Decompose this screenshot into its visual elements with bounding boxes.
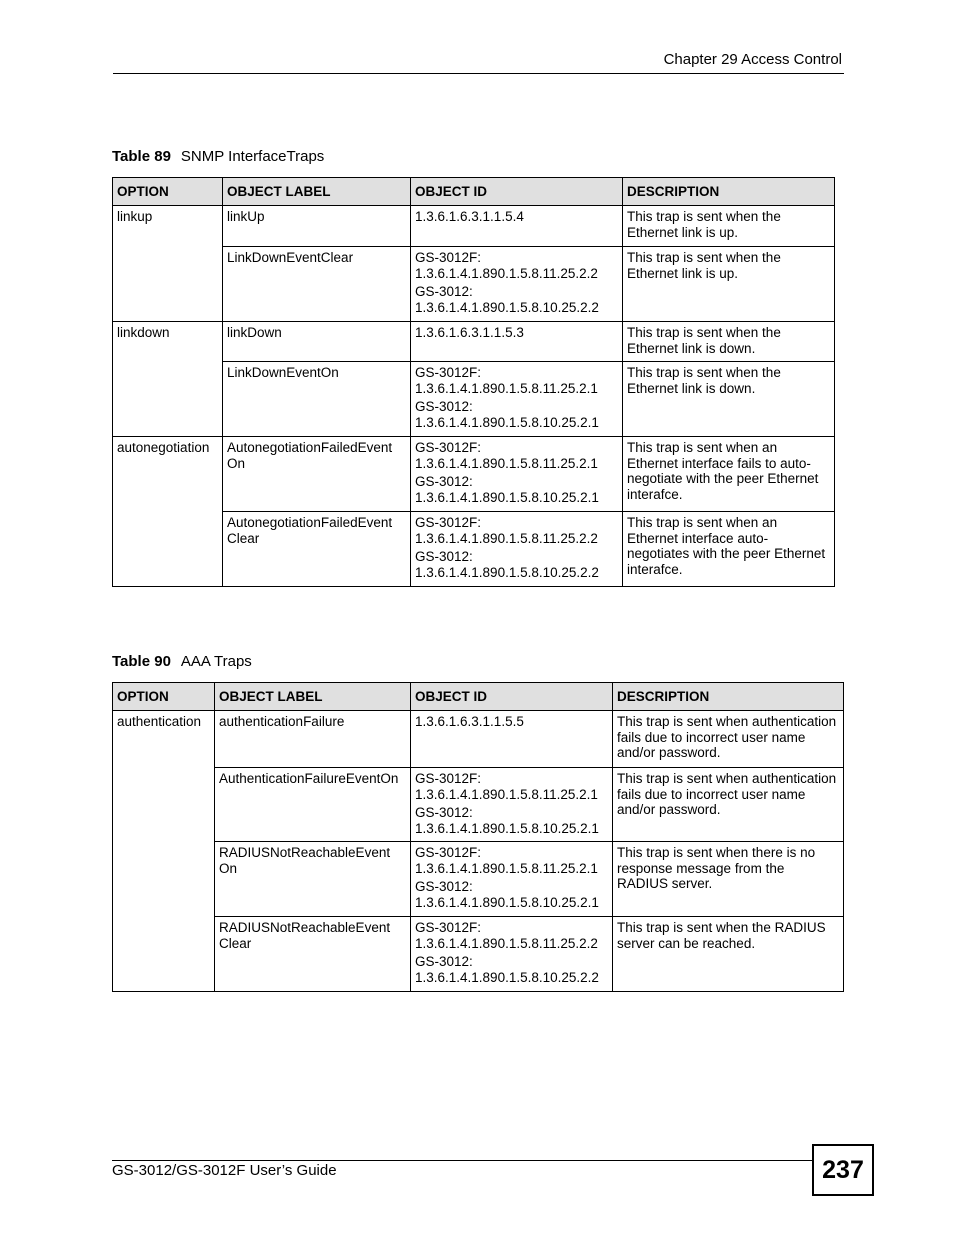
object-id-cell [411, 437, 623, 512]
header-rule [113, 73, 844, 74]
object-id: 1.3.6.1.4.1.890.1.5.8.11.25.2.2 [415, 935, 598, 951]
object-label-cell: AutonegotiationFailedEvent Clear [223, 512, 411, 587]
object-id-model: GS-3012: [415, 879, 473, 895]
object-id-model: GS-3012: [415, 805, 473, 821]
table-89-caption [112, 148, 324, 165]
object-id: 1.3.6.1.4.1.890.1.5.8.11.25.2.2 [415, 265, 598, 281]
table-row [113, 917, 844, 992]
object-id-model: GS-3012: [415, 399, 473, 415]
option-cell: linkdown [113, 322, 223, 437]
object-id-cell [411, 842, 613, 917]
option-cell: authentication [113, 711, 215, 992]
object-id-cell [411, 917, 613, 992]
object-id-cell [411, 768, 613, 842]
object-label-cell: RADIUSNotReachableEvent Clear [215, 917, 411, 992]
description-cell: This trap is sent when an Ethernet interface auto-negotiates with the peer Ethernet interafce. [623, 512, 835, 587]
table-row [113, 842, 844, 917]
description-cell: This trap is sent when authentication fails due to incorrect user name and/or password. [613, 768, 844, 842]
column-header-option: OPTION [113, 683, 215, 711]
object-id: 1.3.6.1.6.3.1.1.5.4 [415, 209, 524, 224]
object-label-cell: AuthenticationFailureEventOn [215, 768, 411, 842]
object-id: 1.3.6.1.4.1.890.1.5.8.11.25.2.1 [415, 380, 598, 396]
column-header-description: DESCRIPTION [623, 178, 835, 206]
description-cell: This trap is sent when the Ethernet link is up. [623, 206, 835, 247]
table-caption-title: AAA Traps [180, 653, 252, 670]
object-id: 1.3.6.1.4.1.890.1.5.8.11.25.2.1 [415, 786, 598, 802]
object-id-model: GS-3012F: [415, 845, 482, 860]
table-row [113, 206, 835, 247]
object-id-model: GS-3012F: [415, 250, 482, 265]
object-id-model: GS-3012: [415, 549, 473, 565]
description-cell: This trap is sent when the Ethernet link is up. [623, 247, 835, 322]
object-id-model: GS-3012F: [415, 365, 482, 380]
object-id: 1.3.6.1.4.1.890.1.5.8.10.25.2.2 [415, 564, 599, 580]
object-id-cell [411, 247, 623, 322]
option-cell: linkup [113, 206, 223, 322]
object-label-cell: LinkDownEventOn [223, 362, 411, 437]
table-row [113, 768, 844, 842]
aaa-traps-table [112, 682, 844, 992]
table-caption-number: Table 89 [112, 148, 171, 165]
description-cell: This trap is sent when the Ethernet link is down. [623, 322, 835, 362]
object-id: 1.3.6.1.4.1.890.1.5.8.10.25.2.2 [415, 969, 599, 985]
column-header-object-id: OBJECT ID [411, 683, 613, 711]
description-cell: This trap is sent when the Ethernet link is down. [623, 362, 835, 437]
object-label-cell: RADIUSNotReachableEvent On [215, 842, 411, 917]
table-row [113, 437, 835, 512]
footer-rule [112, 1160, 812, 1161]
column-header-object-label: OBJECT LABEL [223, 178, 411, 206]
chapter-header: Chapter 29 Access Control [663, 51, 842, 68]
column-header-option: OPTION [113, 178, 223, 206]
object-label-cell: LinkDownEventClear [223, 247, 411, 322]
object-label-cell: AutonegotiationFailedEvent On [223, 437, 411, 512]
description-cell: This trap is sent when there is no response message from the RADIUS server. [613, 842, 844, 917]
object-id-model: GS-3012: [415, 284, 473, 300]
object-id: 1.3.6.1.6.3.1.1.5.5 [415, 714, 524, 729]
table-row [113, 711, 844, 768]
table-90-caption [112, 653, 252, 670]
object-id: 1.3.6.1.4.1.890.1.5.8.11.25.2.1 [415, 455, 598, 471]
object-id-cell [411, 322, 623, 362]
description-cell: This trap is sent when the RADIUS server can be reached. [613, 917, 844, 992]
object-id-model: GS-3012: [415, 954, 473, 970]
column-header-description: DESCRIPTION [613, 683, 844, 711]
object-id-cell [411, 362, 623, 437]
object-id-model: GS-3012F: [415, 771, 482, 786]
table-caption-title: SNMP InterfaceTraps [180, 148, 325, 165]
object-id: 1.3.6.1.4.1.890.1.5.8.11.25.2.2 [415, 530, 598, 546]
table-header-row [113, 178, 835, 206]
object-label-cell: linkUp [223, 206, 411, 247]
object-id-model: GS-3012F: [415, 920, 482, 935]
object-id: 1.3.6.1.4.1.890.1.5.8.10.25.2.2 [415, 299, 599, 315]
description-cell: This trap is sent when authentication fails due to incorrect user name and/or password. [613, 711, 844, 768]
object-label-cell: authenticationFailure [215, 711, 411, 768]
table-header-row [113, 683, 844, 711]
table-row [113, 322, 835, 362]
snmp-interface-traps-table [112, 177, 835, 587]
description-cell: This trap is sent when an Ethernet interface fails to auto-negotiate with the peer Ethernet interafce. [623, 437, 835, 512]
table-caption-number: Table 90 [112, 653, 171, 670]
object-id-cell [411, 711, 613, 768]
object-id: 1.3.6.1.4.1.890.1.5.8.10.25.2.1 [415, 489, 599, 505]
guide-title: GS-3012/GS-3012F User’s Guide [112, 1162, 337, 1179]
object-id-model: GS-3012F: [415, 440, 482, 455]
object-id-model: GS-3012: [415, 474, 473, 490]
object-id: 1.3.6.1.6.3.1.1.5.3 [415, 325, 524, 340]
page-number: 237 [812, 1144, 874, 1196]
column-header-object-id: OBJECT ID [411, 178, 623, 206]
object-id-cell [411, 206, 623, 247]
object-id: 1.3.6.1.4.1.890.1.5.8.10.25.2.1 [415, 894, 599, 910]
object-id: 1.3.6.1.4.1.890.1.5.8.10.25.2.1 [415, 820, 599, 836]
object-id-cell [411, 512, 623, 587]
option-cell: autonegotiation [113, 437, 223, 587]
object-id: 1.3.6.1.4.1.890.1.5.8.10.25.2.1 [415, 414, 599, 430]
object-label-cell: linkDown [223, 322, 411, 362]
object-id: 1.3.6.1.4.1.890.1.5.8.11.25.2.1 [415, 860, 598, 876]
object-id-model: GS-3012F: [415, 515, 482, 530]
column-header-object-label: OBJECT LABEL [215, 683, 411, 711]
